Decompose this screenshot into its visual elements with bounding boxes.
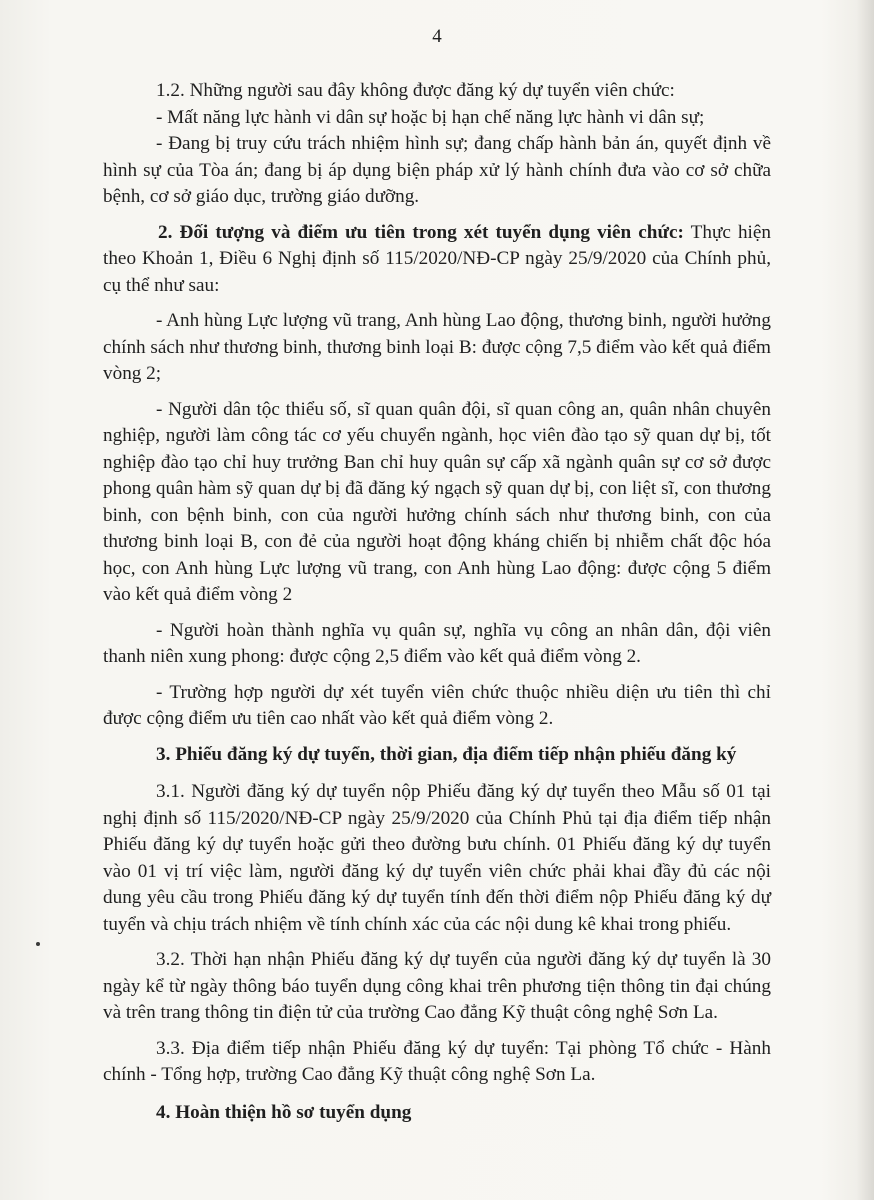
- section-3-heading: [103, 742, 771, 769]
- section-2-heading: 2. Đối tượng và điểm ưu tiên trong xét tuyển dụng viên chức:: [158, 221, 684, 243]
- section-3-3: 3.3. Địa điểm tiếp nhận Phiếu đăng ký dự tuyển: Tại phòng Tổ chức - Hành chính - Tổng hợp, trường Cao đẳng Kỹ thuật công nghệ Sơn La.: [103, 1037, 771, 1085]
- section-3-heading-text: 3. Phiếu đăng ký dự tuyển, thời gian, địa điểm tiếp nhận phiếu đăng ký: [156, 743, 737, 765]
- page-number: 4: [432, 26, 442, 47]
- section-3-2: 3.2. Thời hạn nhận Phiếu đăng ký dự tuyển của người đăng ký dự tuyển là 30 ngày kể từ ngày thông báo tuyển dụng công khai trên phương tiện thông tin đại chúng và trên trang thông tin điện tử của trường Cao đẳng Kỹ thuật công nghệ Sơn La.: [103, 949, 771, 1023]
- section-2-item-4: - Trường hợp người dự xét tuyển viên chức thuộc nhiều diện ưu tiên thì chỉ được cộng điểm ưu tiên cao nhất vào kết quả điểm vòng 2.: [103, 681, 771, 729]
- section-2-item-2: - Người dân tộc thiểu số, sĩ quan quân đội, sĩ quan công an, quân nhân chuyên nghiệp, người làm công tác cơ yếu chuyển ngành, học viên đào tạo sỹ quan dự bị, tốt nghiệp đào tạo chỉ huy trưởng Ban chỉ huy quân sự cấp xã ngành quân sự cơ sở được phong quân hàm sỹ quan dự bị đã đăng ký ngạch sỹ quan dự bị, con liệt sĩ, con thương binh, con bệnh binh, con của người hưởng chính sách như thương binh, con của thương binh loại B, con đẻ của người hoạt động kháng chiến bị nhiễm chất độc hóa học, con Anh hùng Lực lượng vũ trang, con Anh hùng Lao động: được cộng 5 điểm vào kết quả điểm vòng 2: [103, 398, 771, 605]
- section-4-heading-text: 4. Hoàn thiện hồ sơ tuyển dụng: [156, 1101, 412, 1123]
- section-4-heading: [103, 1100, 771, 1127]
- section-3-1: 3.1. Người đăng ký dự tuyển nộp Phiếu đăng ký dự tuyển theo Mẫu số 01 tại nghị định số 115/2020/NĐ-CP ngày 25/9/2020 của Chính Phủ tại địa điểm tiếp nhận Phiếu đăng ký dự tuyển hoặc gửi theo đường bưu chính. 01 Phiếu đăng ký dự tuyển vào 01 vị trí việc làm, người đăng ký dự tuyển viên chức phải khai đầy đủ các nội dung yêu cầu trong Phiếu đăng ký dự tuyển tính đến thời điểm nộp Phiếu đăng ký dự tuyển và chịu trách nhiệm về tính chính xác của các nội dung kê khai trong phiếu.: [103, 781, 771, 935]
- section-2-item-1: - Anh hùng Lực lượng vũ trang, Anh hùng Lao động, thương binh, người hưởng chính sách như thương binh, thương binh loại B: được cộng 7,5 điểm vào kết quả điểm vòng 2;: [103, 310, 771, 384]
- section-2-paragraph: [103, 220, 771, 300]
- scan-speck: [36, 942, 40, 946]
- section-1-2-item-1: - Mất năng lực hành vi dân sự hoặc bị hạn chế năng lực hành vi dân sự;: [156, 106, 705, 128]
- page-edge-shadow: [856, 0, 874, 1200]
- section-2-item-3: - Người hoàn thành nghĩa vụ quân sự, nghĩa vụ công an nhân dân, đội viên thanh niên xung phong: được cộng 2,5 điểm vào kết quả điểm vòng 2.: [103, 619, 771, 667]
- section-1-2-item-2: - Đang bị truy cứu trách nhiệm hình sự; đang chấp hành bản án, quyết định về hình sự của Tòa án; đang bị áp dụng biện pháp xử lý hành chính đưa vào cơ sở chữa bệnh, cơ sở giáo dục, trường giáo dưỡng.: [103, 133, 771, 207]
- document-body: [103, 78, 771, 1126]
- section-2-intro: Thực hiện theo Khoản 1, Điều 6 Nghị định số 115/2020/NĐ-CP ngày 25/9/2020 của Chính phủ, cụ thể như sau:: [103, 221, 772, 296]
- section-1-2-intro: 1.2. Những người sau đây không được đăng ký dự tuyển viên chức:: [156, 80, 675, 101]
